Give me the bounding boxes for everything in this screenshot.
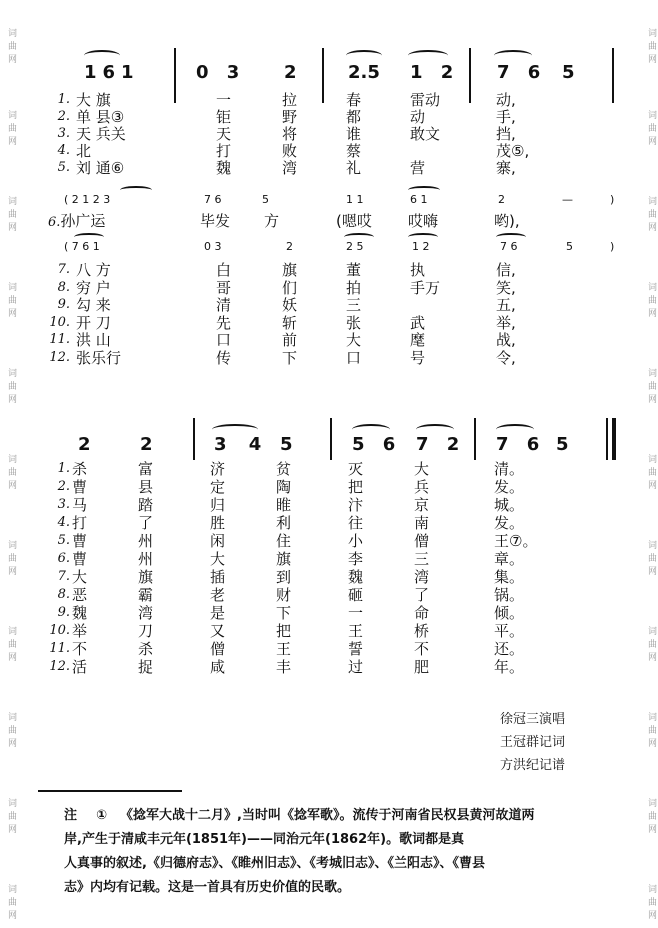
slur	[120, 186, 152, 194]
lyric: 天	[216, 125, 232, 143]
lyric: 单 县③	[76, 108, 125, 126]
lyric: 武	[410, 313, 426, 332]
verse-line: 6.孙广运	[48, 212, 106, 230]
watermark: 词曲网	[646, 540, 656, 579]
slur	[494, 50, 532, 61]
lyric: 倾。	[494, 604, 525, 622]
variant-notes: ( 2 1 2 3	[64, 193, 111, 206]
lyric: 州	[138, 550, 154, 568]
lyric: 曹	[72, 550, 88, 568]
watermark: 词曲网	[6, 368, 16, 407]
lyric: 了	[414, 586, 430, 604]
note-group: 7 2	[416, 434, 466, 455]
watermark: 词曲网	[6, 540, 16, 579]
watermark: 词曲网	[6, 282, 16, 321]
lyric: 动,	[496, 91, 516, 109]
slur	[74, 233, 104, 241]
lyric: 灭	[348, 460, 364, 478]
variant-notes: 7 6	[500, 240, 518, 253]
lyric: 霸	[138, 586, 154, 604]
lyric: 们	[282, 278, 298, 297]
lyric: 魏	[348, 568, 364, 586]
lyric: 拍	[346, 278, 362, 297]
barline	[322, 48, 324, 103]
lyric: 还。	[494, 640, 525, 658]
lyric: 令,	[496, 348, 516, 367]
variant-notes: 0 3	[204, 240, 222, 253]
lyric: 五,	[496, 296, 516, 314]
lyric: 打	[72, 514, 88, 532]
lyric: 集。	[494, 568, 525, 586]
lyric: 咸	[210, 658, 226, 676]
watermark: 词曲网	[6, 28, 16, 67]
note-group: 0 3	[196, 62, 246, 83]
lyric: 州	[138, 532, 154, 550]
lyric: 雷动	[410, 91, 441, 109]
watermark: 词曲网	[646, 110, 656, 149]
verse-number: 10.	[49, 314, 70, 330]
verse-number: 5.	[57, 160, 70, 175]
note-group: 2.5	[348, 62, 380, 83]
lyric: 湾	[282, 159, 298, 177]
footnote-divider	[38, 790, 182, 792]
barline	[612, 418, 616, 460]
lyric: 信,	[496, 261, 516, 279]
lyric: 湾	[414, 568, 430, 586]
lyric: 闲	[210, 532, 226, 550]
lyric: 麾	[410, 331, 426, 349]
watermark: 词曲网	[646, 368, 656, 407]
verse-number: 12.	[49, 349, 70, 365]
note-group: 2	[78, 434, 91, 455]
lyric: 笑,	[496, 278, 516, 297]
lyric: 董	[346, 261, 362, 279]
variant-notes: 2	[498, 193, 505, 206]
credit-singer: 徐冠三演唱	[500, 712, 566, 727]
lyric: 小	[348, 532, 364, 550]
lyric: 旗	[276, 550, 292, 568]
variant-notes: —	[562, 193, 573, 206]
note-group: 5 6	[352, 434, 402, 455]
lyric: 大	[72, 568, 88, 586]
variant-notes: 7 6	[204, 193, 222, 206]
lyric: 锅。	[494, 586, 525, 604]
lyric: 杀	[138, 640, 154, 658]
lyric: 踏	[138, 496, 154, 514]
verse-number: 3.	[57, 126, 70, 141]
watermark: 词曲网	[646, 196, 656, 235]
lyric: 京	[414, 496, 430, 514]
watermark: 词曲网	[646, 626, 656, 665]
lyric: 又	[210, 622, 226, 640]
watermark: 词曲网	[6, 712, 16, 751]
verse-number: 2.	[57, 479, 70, 494]
lyric: 陶	[276, 478, 292, 496]
verse-number: 11.	[49, 332, 70, 347]
watermark: 词曲网	[6, 798, 16, 837]
lyric: 平。	[494, 622, 525, 640]
lyric: 毕发	[200, 212, 231, 230]
lyric: 大	[210, 550, 226, 568]
lyric: 打	[216, 142, 232, 160]
lyric: 一	[216, 91, 232, 109]
verse-number: 4.	[57, 515, 70, 530]
lyric: 归	[210, 496, 226, 514]
verse-number: 5.	[57, 533, 70, 548]
lyric: 执	[410, 261, 426, 279]
lyric: 三	[414, 550, 430, 568]
lyric: 大	[346, 331, 362, 349]
variant-notes: 1 1	[346, 193, 364, 206]
lyric: 口	[216, 331, 232, 349]
slur	[346, 50, 382, 61]
slur	[496, 233, 526, 241]
watermark: 词曲网	[6, 196, 16, 235]
lyric: 清	[216, 296, 232, 314]
lyric: 贫	[276, 460, 292, 478]
lyric: 王⑦。	[494, 532, 538, 550]
verse-number: 9.	[57, 297, 70, 312]
lyric: 前	[282, 331, 298, 349]
verse-number: 4.	[57, 143, 70, 158]
lyric: 王	[348, 622, 364, 640]
lyric: 北	[76, 142, 92, 160]
barline	[612, 48, 614, 103]
lyric: 恶	[72, 586, 88, 604]
lyric: 插	[210, 568, 226, 586]
lyric: 张乐行	[76, 348, 122, 367]
lyric: 举,	[496, 313, 516, 332]
slur	[408, 186, 440, 194]
lyric: 定	[210, 478, 226, 496]
lyric: 战,	[496, 331, 516, 349]
lyric: 肥	[414, 658, 430, 676]
lyric: 曹	[72, 532, 88, 550]
variant-notes: 2 5	[346, 240, 364, 253]
lyric: 口	[346, 348, 362, 367]
lyric: 旗	[138, 568, 154, 586]
lyric: 蔡	[346, 142, 362, 160]
lyric: 下	[276, 604, 292, 622]
lyric: 兵	[414, 478, 430, 496]
lyric: 刀	[138, 622, 154, 640]
watermark: 词曲网	[6, 626, 16, 665]
footnote-label: 注	[64, 808, 78, 823]
verse-number: 8.	[57, 587, 70, 602]
lyric: 旗	[282, 261, 298, 279]
verse-number: 8.	[57, 279, 70, 295]
lyric: 杀	[72, 460, 88, 478]
slur	[408, 233, 438, 241]
barline	[174, 48, 176, 103]
footnote-marker: ①	[96, 808, 108, 823]
lyric: 方	[264, 212, 280, 230]
lyric: 汴	[348, 496, 364, 514]
variant-notes: 5	[262, 193, 269, 206]
verse-number: 11.	[49, 641, 70, 656]
lyric: 捉	[138, 658, 154, 676]
watermark: 词曲网	[646, 884, 656, 923]
lyric: 李	[348, 550, 364, 568]
barline	[469, 48, 471, 103]
variant-notes: 1 2	[412, 240, 430, 253]
lyric: 举	[72, 622, 88, 640]
lyric: 睢	[276, 496, 292, 514]
lyric: 都	[346, 108, 362, 126]
variant-notes: ( 7 6 1	[64, 240, 100, 253]
note-group: 1 2	[410, 62, 460, 83]
barline	[474, 418, 476, 460]
watermark: 词曲网	[6, 454, 16, 493]
lyric: 不	[414, 640, 430, 658]
lyric: 哟),	[494, 212, 520, 230]
note-group: 7 6	[497, 62, 547, 83]
lyric: 清。	[494, 460, 525, 478]
slur	[84, 50, 120, 61]
lyric: 钜	[216, 108, 232, 126]
lyric: 马	[72, 496, 88, 514]
lyric: 发。	[494, 478, 525, 496]
lyric: 一	[348, 604, 364, 622]
lyric: 白	[216, 261, 232, 279]
lyric: 手万	[410, 278, 441, 297]
lyric: 动	[410, 108, 426, 126]
lyric: 老	[210, 586, 226, 604]
lyric: 下	[282, 348, 298, 367]
lyric: 王	[276, 640, 292, 658]
watermark: 词曲网	[646, 282, 656, 321]
lyric: 发。	[494, 514, 525, 532]
verse-number: 9.	[57, 605, 70, 620]
footnote-line: 志》内均有记载。这是一首具有历史价值的民歌。	[64, 880, 351, 895]
lyric: 活	[72, 658, 88, 676]
lyric: 穷 户	[76, 278, 111, 297]
verse-number: 6.	[57, 551, 70, 566]
note-group: 5	[556, 434, 569, 455]
lyric: 住	[276, 532, 292, 550]
lyric: 敢文	[410, 125, 441, 143]
note-group: 2	[140, 434, 153, 455]
footnote-line: 人真事的叙述,《归德府志》、《睢州旧志》、《考城旧志》、《兰阳志》、《曹县	[64, 856, 485, 871]
lyric: 哎嗨	[408, 212, 439, 230]
lyric: 城。	[494, 496, 525, 514]
lyric: 魏	[72, 604, 88, 622]
lyric: 开 刀	[76, 313, 111, 332]
lyric: 传	[216, 348, 232, 367]
lyric: 礼	[346, 159, 362, 177]
barline	[193, 418, 195, 460]
watermark: 词曲网	[646, 798, 656, 837]
lyric: 誓	[348, 640, 364, 658]
lyric: 把	[348, 478, 364, 496]
footnote-line: 《捻军大战十二月》,当时叫《捻军歌》。流传于河南省民权县黄河故道两	[120, 808, 535, 823]
credit-notation: 方洪纪记谱	[500, 758, 566, 773]
lyric: 过	[348, 658, 364, 676]
lyric: 县	[138, 478, 154, 496]
lyric: 魏	[216, 159, 232, 177]
lyric: 砸	[348, 586, 364, 604]
note-group: 5	[562, 62, 575, 83]
verse-number: 1.	[57, 461, 70, 476]
lyric: 天 兵关	[76, 125, 126, 143]
lyric: 败	[282, 142, 298, 160]
lyric: 拉	[282, 91, 298, 109]
variant-notes: 2	[286, 240, 293, 253]
lyric: 张	[346, 313, 362, 332]
lyric: 挡,	[496, 125, 516, 143]
lyric: 寨,	[496, 159, 516, 177]
lyric: 将	[282, 125, 298, 143]
note-group: 161	[84, 62, 140, 83]
lyric: 刘 通⑥	[76, 159, 125, 177]
lyric: 命	[414, 604, 430, 622]
credits	[500, 708, 565, 777]
lyric: 手,	[496, 108, 516, 126]
lyric: 到	[276, 568, 292, 586]
verse-number: 10.	[49, 623, 70, 638]
variant-notes: 6 1	[410, 193, 428, 206]
watermark: 词曲网	[6, 884, 16, 923]
lyric: 是	[210, 604, 226, 622]
lyric: 八 方	[76, 261, 111, 279]
lyric: 往	[348, 514, 364, 532]
credit-lyrics: 王冠群记词	[500, 735, 566, 750]
verse-number: 3.	[57, 497, 70, 512]
lyric: 野	[282, 108, 298, 126]
note-group: 7 6	[496, 434, 546, 455]
lyric: 斩	[282, 313, 298, 332]
note-group: 5	[280, 434, 293, 455]
lyric: 把	[276, 622, 292, 640]
barline	[606, 418, 608, 460]
lyric: 湾	[138, 604, 154, 622]
lyric: 富	[138, 460, 154, 478]
verse-number: 7.	[57, 262, 70, 277]
watermark: 词曲网	[6, 110, 16, 149]
variant-notes: )	[610, 193, 615, 206]
slur	[408, 50, 448, 61]
verse-number: 1.	[57, 92, 70, 107]
lyric: 大 旗	[76, 91, 111, 109]
variant-notes: )	[610, 240, 615, 253]
lyric: 济	[210, 460, 226, 478]
watermark: 词曲网	[646, 454, 656, 493]
lyric: 大	[414, 460, 430, 478]
lyric: 茂⑤,	[496, 142, 530, 160]
verse-number: 12.	[49, 659, 70, 674]
lyric: 洪 山	[76, 331, 111, 349]
lyric: 利	[276, 514, 292, 532]
lyric: 春	[346, 91, 362, 109]
watermark: 词曲网	[646, 712, 656, 751]
watermark: 词曲网	[646, 28, 656, 67]
lyric: 勾 来	[76, 296, 111, 314]
lyric: 僧	[210, 640, 226, 658]
lyric: 号	[410, 348, 426, 367]
lyric: 丰	[276, 658, 292, 676]
lyric: 僧	[414, 532, 430, 550]
lyric: 哥	[216, 278, 232, 297]
lyric: 了	[138, 514, 154, 532]
lyric: 年。	[494, 658, 525, 676]
lyric: 不	[72, 640, 88, 658]
note-group: 2	[284, 62, 297, 83]
lyric: 先	[216, 313, 232, 332]
lyric: 财	[276, 586, 292, 604]
lyric: 营	[410, 159, 426, 177]
footnote-line: 岸,产生于清咸丰元年(1851年)——同治元年(1862年)。歌词都是真	[64, 832, 465, 847]
lyric: 曹	[72, 478, 88, 496]
lyric: (嗯哎	[336, 212, 372, 230]
lyric: 胜	[210, 514, 226, 532]
variant-notes: 5	[566, 240, 573, 253]
note-group: 3 4	[214, 434, 270, 455]
lyric: 谁	[346, 125, 362, 143]
verse-number: 2.	[57, 109, 70, 124]
verse-number: 7.	[57, 569, 70, 584]
lyric: 妖	[282, 296, 298, 314]
slur	[344, 233, 374, 241]
lyric: 章。	[494, 550, 525, 568]
lyric: 桥	[414, 622, 430, 640]
lyric: 南	[414, 514, 430, 532]
lyric: 三	[346, 296, 362, 314]
barline	[330, 418, 332, 460]
